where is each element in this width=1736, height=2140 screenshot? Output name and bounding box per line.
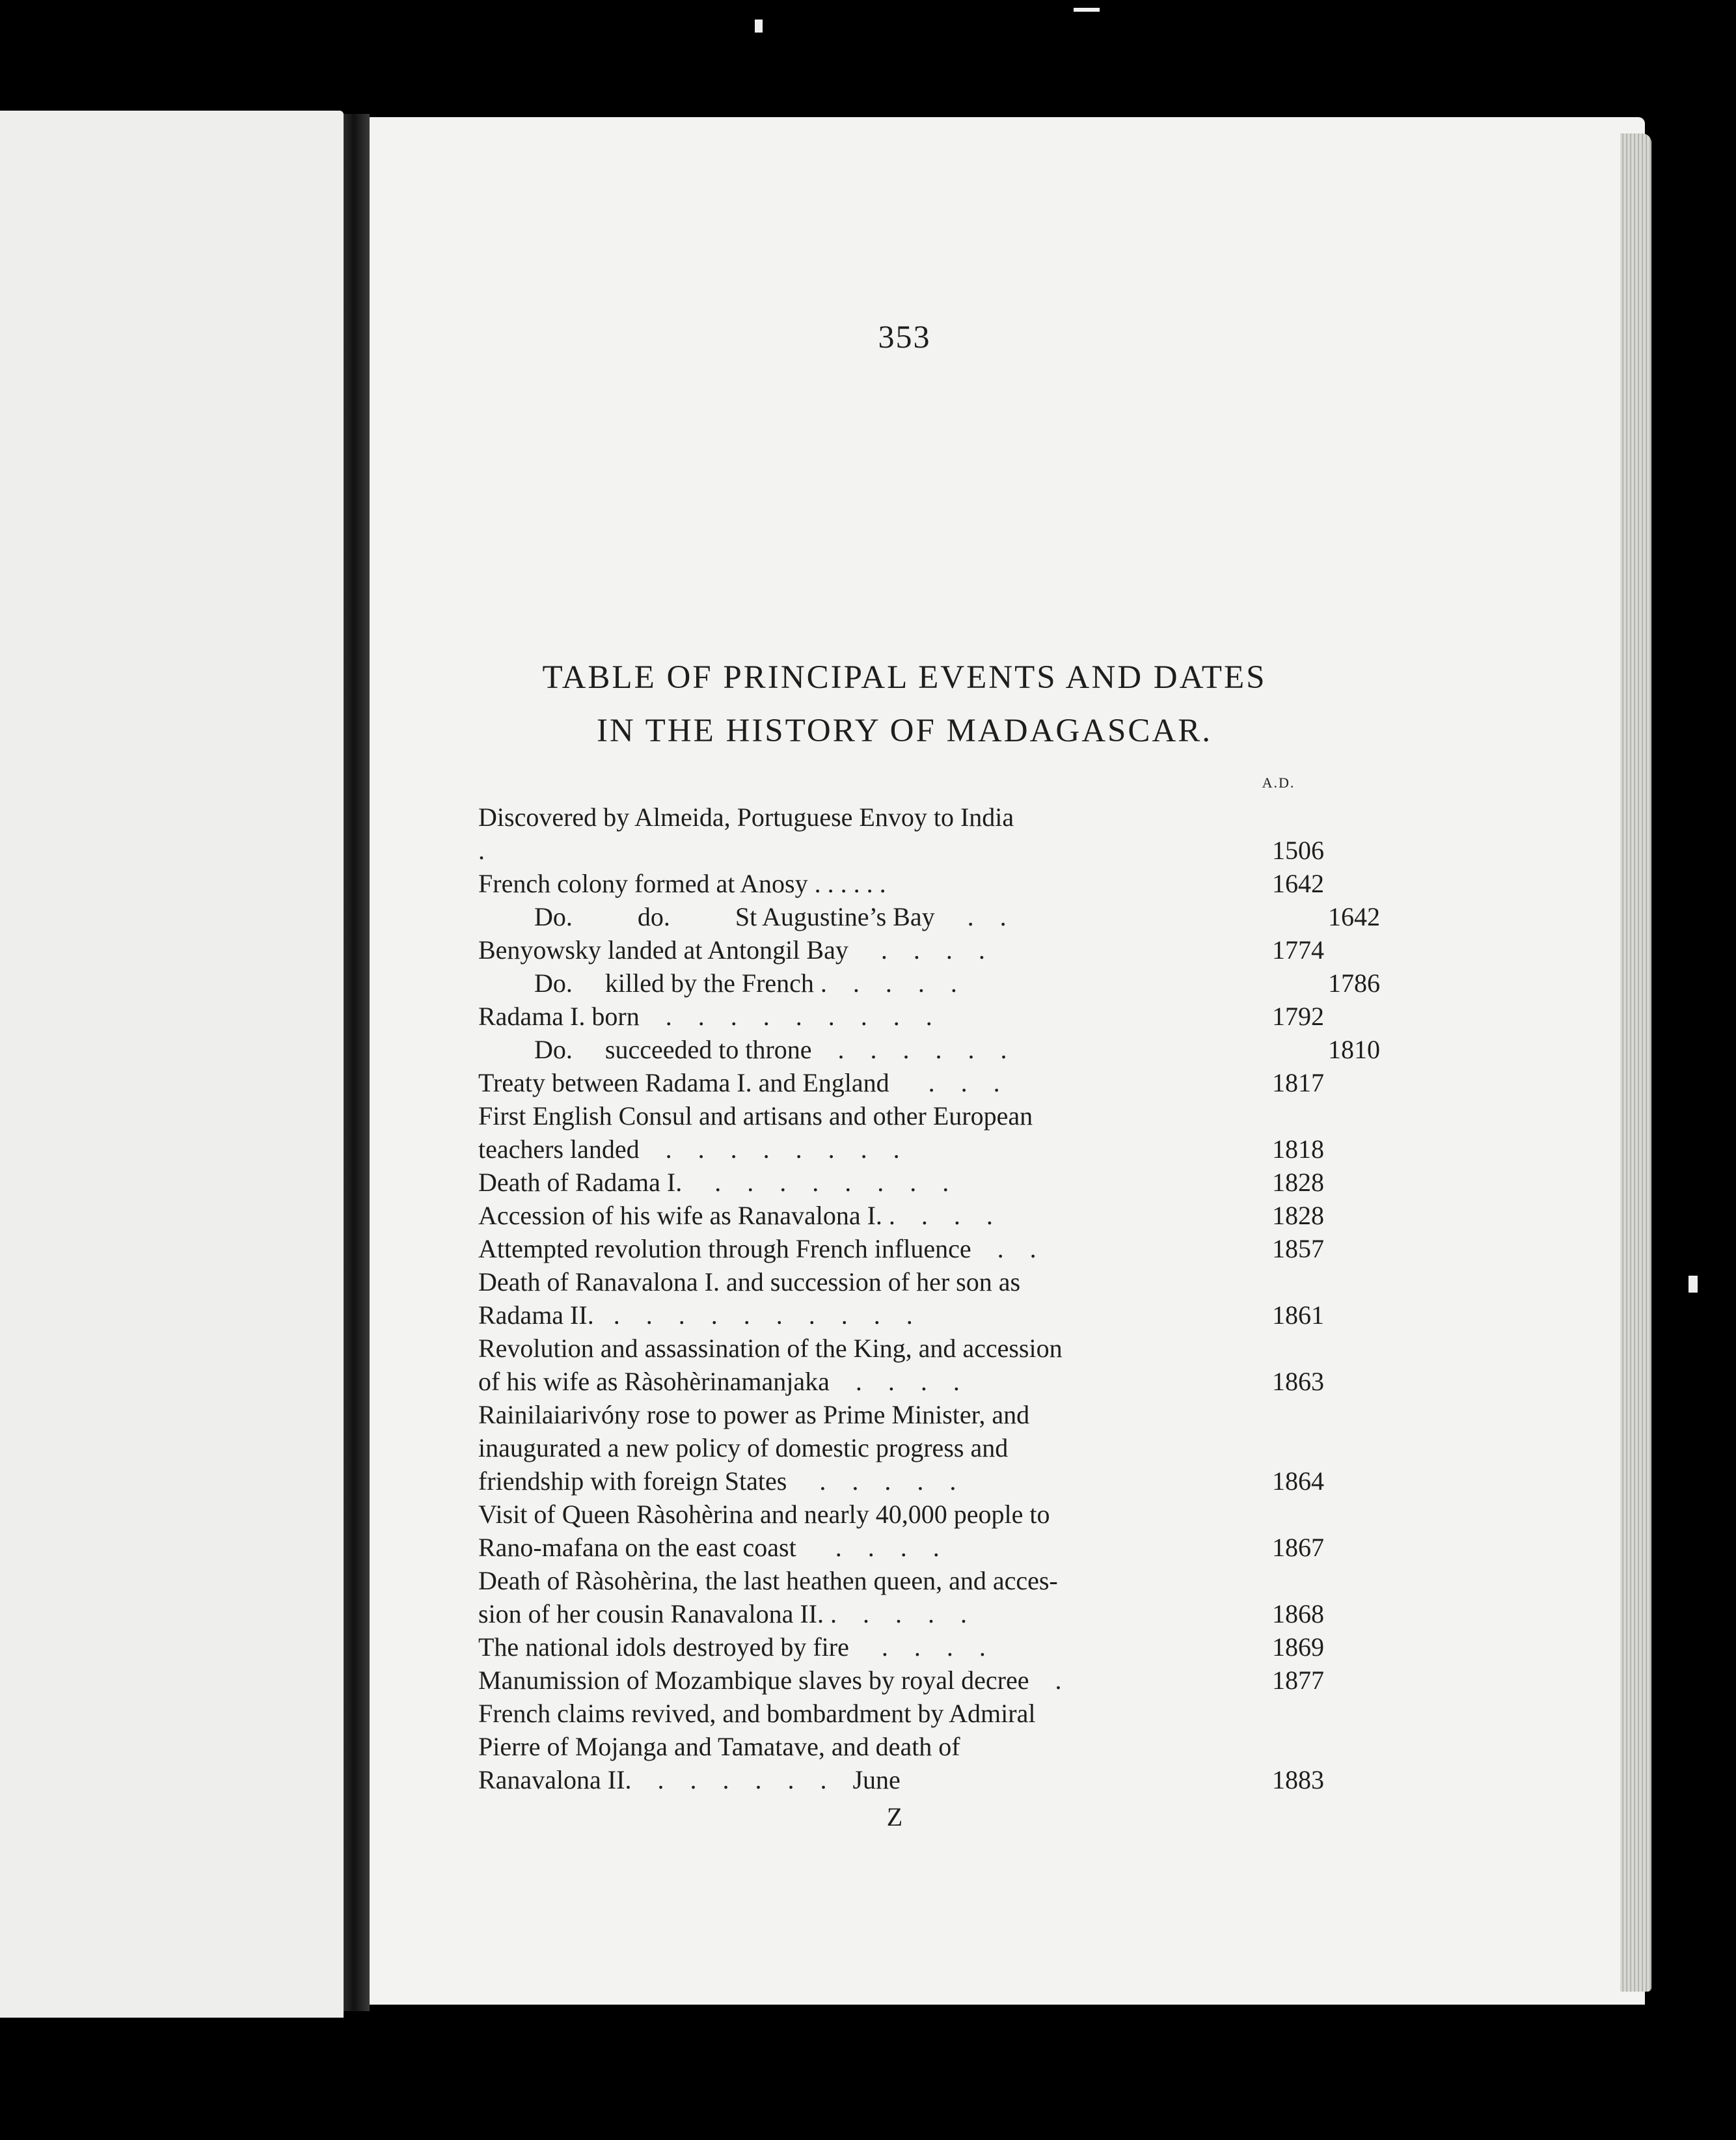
event-description bbox=[478, 1066, 1272, 1099]
event-text-line: Rano-mafana on the east coast . . . . bbox=[478, 1533, 940, 1562]
event-text-line: sion of her cousin Ranavalona II. . . . . . bbox=[478, 1599, 967, 1628]
event-description bbox=[478, 1232, 1272, 1265]
event-text-line: Pierre of Mojanga and Tamatave, and death of bbox=[478, 1732, 960, 1761]
event-description bbox=[478, 1265, 1272, 1332]
event-text-line: The national idols destroyed by fire . . . . bbox=[478, 1632, 986, 1662]
events-table bbox=[478, 801, 1380, 1796]
title-line: IN THE HISTORY OF MADAGASCAR. bbox=[596, 713, 1213, 749]
event-text-line: French colony formed at Anosy . . . . . . bbox=[478, 869, 886, 898]
era-column-header: A.D. bbox=[1262, 775, 1295, 791]
event-text-line: inaugurated a new policy of domestic progress and bbox=[478, 1433, 1009, 1462]
event-description bbox=[534, 1033, 1328, 1066]
event-year: 1883 bbox=[1272, 1765, 1324, 1794]
page-edges bbox=[1620, 133, 1651, 1992]
event-row bbox=[478, 900, 1380, 933]
event-year: 1774 bbox=[1272, 935, 1324, 965]
signature-mark: Z bbox=[886, 1802, 903, 1831]
event-text-line: Discovered by Almeida, Portuguese Envoy to India bbox=[478, 802, 1014, 832]
event-description bbox=[478, 1664, 1272, 1697]
title-line: TABLE OF PRINCIPAL EVENTS AND DATES bbox=[542, 659, 1267, 696]
event-text-line: Benyowsky landed at Antongil Bay . . . . bbox=[478, 935, 985, 965]
event-text-line: Visit of Queen Ràsohèrina and nearly 40,000 people to bbox=[478, 1500, 1050, 1529]
event-row bbox=[478, 1199, 1324, 1232]
dust-speck bbox=[755, 20, 763, 33]
event-year: 1864 bbox=[1272, 1466, 1324, 1496]
event-description bbox=[534, 967, 1328, 1000]
dust-speck bbox=[1074, 8, 1100, 12]
event-description bbox=[478, 933, 1272, 967]
event-year: 1867 bbox=[1272, 1533, 1324, 1562]
event-description bbox=[478, 1498, 1272, 1564]
event-text-line: Do. do. St Augustine’s Bay . . bbox=[534, 902, 1007, 931]
event-row bbox=[478, 1232, 1324, 1265]
event-row bbox=[478, 1664, 1324, 1697]
page-title bbox=[455, 651, 1353, 758]
event-text-line: friendship with foreign States . . . . . bbox=[478, 1466, 956, 1496]
event-text-line: Radama II. . . . . . . . . . . bbox=[478, 1300, 913, 1330]
event-description bbox=[478, 801, 1272, 867]
event-description bbox=[478, 1099, 1272, 1166]
event-text-line: Revolution and assassination of the King, and accession bbox=[478, 1334, 1063, 1363]
event-text-line: teachers landed . . . . . . . . bbox=[478, 1134, 900, 1164]
event-text-line: Radama I. born . . . . . . . . . bbox=[478, 1002, 932, 1031]
event-text-line: Rainilaiarivóny rose to power as Prime Minister, and bbox=[478, 1400, 1030, 1429]
event-year: 1506 bbox=[1272, 836, 1324, 865]
event-row bbox=[478, 1099, 1324, 1166]
event-year: 1642 bbox=[1272, 869, 1324, 898]
event-text-line: Manumission of Mozambique slaves by royal decree . bbox=[478, 1666, 1062, 1695]
event-row bbox=[478, 801, 1324, 867]
event-description bbox=[478, 1564, 1272, 1630]
event-row bbox=[478, 1332, 1324, 1398]
event-year: 1792 bbox=[1272, 1002, 1324, 1031]
event-description bbox=[478, 1199, 1272, 1232]
event-row bbox=[478, 1630, 1324, 1664]
event-text-line: Do. killed by the French . . . . . bbox=[534, 968, 957, 998]
event-text-line: French claims revived, and bombardment by Admiral bbox=[478, 1699, 1036, 1728]
event-year: 1857 bbox=[1272, 1234, 1324, 1263]
event-year: 1786 bbox=[1328, 968, 1380, 998]
event-description bbox=[478, 1630, 1272, 1664]
event-text-line: Accession of his wife as Ranavalona I. . . . . bbox=[478, 1201, 993, 1230]
event-description bbox=[478, 867, 1272, 900]
event-row bbox=[478, 1398, 1324, 1498]
event-year: 1868 bbox=[1272, 1599, 1324, 1628]
event-text-line: Death of Radama I. . . . . . . . . bbox=[478, 1168, 949, 1197]
event-row bbox=[478, 1066, 1324, 1099]
event-row bbox=[478, 867, 1324, 900]
event-text-line: Attempted revolution through French influence . . bbox=[478, 1234, 1037, 1263]
event-text-line: of his wife as Ràsohèrinamanjaka . . . . bbox=[478, 1367, 960, 1396]
event-text-line: Death of Ràsohèrina, the last heathen queen, and acces- bbox=[478, 1566, 1058, 1595]
event-row bbox=[478, 1166, 1324, 1199]
event-text-line: First English Consul and artisans and other European bbox=[478, 1101, 1033, 1131]
event-year: 1828 bbox=[1272, 1168, 1324, 1197]
event-row bbox=[478, 1265, 1324, 1332]
event-text-line: Do. succeeded to throne . . . . . . bbox=[534, 1035, 1007, 1064]
page-number: 353 bbox=[878, 318, 931, 355]
event-text-line: . bbox=[478, 836, 485, 865]
event-row bbox=[478, 1498, 1324, 1564]
event-year: 1877 bbox=[1272, 1666, 1324, 1695]
event-description bbox=[478, 1398, 1272, 1498]
event-text-line: Death of Ranavalona I. and succession of her son as bbox=[478, 1267, 1021, 1296]
event-year: 1869 bbox=[1272, 1632, 1324, 1662]
event-description bbox=[478, 1697, 1272, 1796]
event-row bbox=[478, 1564, 1324, 1630]
event-year: 1642 bbox=[1328, 902, 1380, 931]
event-year: 1863 bbox=[1272, 1367, 1324, 1396]
event-row bbox=[478, 1000, 1324, 1033]
event-row bbox=[478, 933, 1324, 967]
event-row bbox=[478, 967, 1380, 1000]
event-description bbox=[478, 1000, 1272, 1033]
event-description bbox=[478, 1332, 1272, 1398]
dust-speck bbox=[1689, 1276, 1698, 1293]
event-description bbox=[534, 900, 1328, 933]
event-year: 1810 bbox=[1328, 1035, 1380, 1064]
event-row bbox=[478, 1697, 1324, 1796]
book-gutter bbox=[344, 114, 370, 2011]
event-year: 1818 bbox=[1272, 1134, 1324, 1164]
event-year: 1861 bbox=[1272, 1300, 1324, 1330]
event-year: 1817 bbox=[1272, 1068, 1324, 1097]
event-text-line: Ranavalona II. . . . . . . June bbox=[478, 1765, 901, 1794]
left-blank-page bbox=[0, 111, 344, 2018]
event-description bbox=[478, 1166, 1272, 1199]
event-text-line: Treaty between Radama I. and England . . . bbox=[478, 1068, 1000, 1097]
event-year: 1828 bbox=[1272, 1201, 1324, 1230]
event-row bbox=[478, 1033, 1380, 1066]
